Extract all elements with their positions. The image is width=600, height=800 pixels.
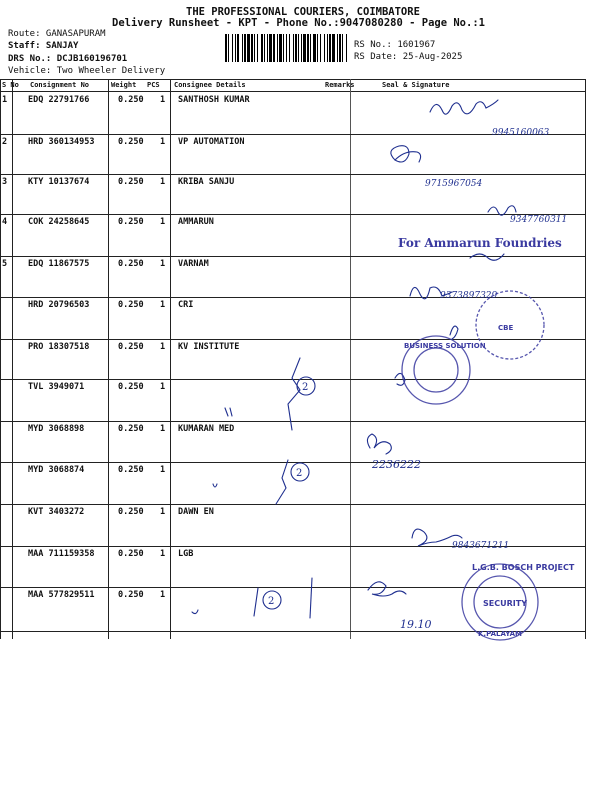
row-consignee: AMMARUN xyxy=(178,217,214,227)
barcode-bar xyxy=(232,34,233,62)
row-divider xyxy=(0,504,585,505)
rs-number: RS No.: 1601967 xyxy=(354,40,436,50)
row-weight: 0.250 xyxy=(118,259,144,269)
row-consignment-no: EDQ 11867575 xyxy=(28,259,90,269)
barcode-bar xyxy=(289,34,290,62)
row-weight: 0.250 xyxy=(118,300,144,310)
barcode-bar xyxy=(269,34,272,62)
signature-phone: 9843671211 xyxy=(452,541,510,551)
barcode-bar xyxy=(228,34,229,62)
row-pcs: 1 xyxy=(160,465,166,475)
row-consignment-no: PRO 18307518 xyxy=(28,342,90,352)
row-consignment-no: MYD 3068898 xyxy=(28,424,85,434)
barcode-bar xyxy=(237,34,239,62)
bosch-stamp-text: L.G.B. BOSCH PROJECT xyxy=(472,563,575,572)
drs-number: DRS No.: DCJB160196701 xyxy=(8,54,128,64)
row-sno: 4 xyxy=(2,217,8,227)
row-divider xyxy=(0,587,585,588)
bosch-stamp-bottom: K.PALAYAM xyxy=(478,630,522,638)
barcode-bar xyxy=(313,34,316,62)
col-divider xyxy=(170,79,171,639)
row-consignment-no: HRD 20796503 xyxy=(28,300,90,310)
signature-phone: 9715967054 xyxy=(425,179,483,189)
row-weight: 0.250 xyxy=(118,507,144,517)
row-pcs: 1 xyxy=(160,177,166,187)
row-weight: 0.250 xyxy=(118,590,144,600)
row-pcs: 1 xyxy=(160,590,166,600)
circle-number: 2 xyxy=(302,382,309,393)
row-sno: 5 xyxy=(2,259,8,269)
row-consignee: SANTHOSH KUMAR xyxy=(178,95,250,105)
col-header-seal: Seal & Signature xyxy=(382,81,450,89)
barcode-bar xyxy=(247,34,250,62)
col-divider xyxy=(585,79,586,639)
row-weight: 0.250 xyxy=(118,549,144,559)
row-consignment-no: MAA 577829511 xyxy=(28,590,95,600)
row-consignee: DAWN EN xyxy=(178,507,214,517)
barcode-bar xyxy=(254,34,255,62)
barcode-bar xyxy=(320,34,321,62)
circle-number: 2 xyxy=(296,468,303,479)
rs-date: RS Date: 25-Aug-2025 xyxy=(354,52,463,62)
row-divider xyxy=(0,339,585,340)
barcode-bar xyxy=(279,34,282,62)
barcode-bar xyxy=(244,34,246,62)
row-divider xyxy=(0,297,585,298)
row-weight: 0.250 xyxy=(118,382,144,392)
barcode-bar xyxy=(225,34,227,62)
row-weight: 0.250 xyxy=(118,424,144,434)
ammarun-stamp: For Ammarun Foundries xyxy=(398,236,562,250)
row-pcs: 1 xyxy=(160,382,166,392)
header-divider xyxy=(0,91,585,92)
vehicle-label: Vehicle: Two Wheeler Delivery xyxy=(8,66,166,76)
row-consignee: KRIBA SANJU xyxy=(178,177,235,187)
signature-phone: 9373897329 xyxy=(440,291,498,301)
barcode-bar xyxy=(273,34,275,62)
row-consignment-no: KTY 10137674 xyxy=(28,177,90,187)
signature-phone: 9945160063 xyxy=(492,128,550,138)
row-divider xyxy=(0,421,585,422)
col-divider xyxy=(12,79,13,639)
row-divider xyxy=(0,256,585,257)
barcode-bar xyxy=(261,34,263,62)
col-divider xyxy=(108,79,109,639)
row-weight: 0.250 xyxy=(118,137,144,147)
route-label: Route: GANASAPURAM xyxy=(8,29,106,39)
row-divider xyxy=(0,214,585,215)
row-pcs: 1 xyxy=(160,300,166,310)
row-consignee: KV INSTITUTE xyxy=(178,342,240,352)
col-divider xyxy=(350,79,351,639)
row-weight: 0.250 xyxy=(118,95,144,105)
row-divider xyxy=(0,379,585,380)
barcode-bar xyxy=(235,34,236,62)
company-title: THE PROFESSIONAL COURIERS, COIMBATORE xyxy=(186,6,420,18)
barcode-bar xyxy=(295,34,297,62)
col-header-weight: Weight xyxy=(111,81,137,89)
signature-phone: 9347760311 xyxy=(510,215,568,225)
row-pcs: 1 xyxy=(160,549,166,559)
row-pcs: 1 xyxy=(160,95,166,105)
col-header-sno: S No xyxy=(2,81,19,89)
round-stamp-text: CBE xyxy=(498,324,514,332)
barcode-bar xyxy=(264,34,265,62)
row-weight: 0.250 xyxy=(118,465,144,475)
row-pcs: 1 xyxy=(160,217,166,227)
row-divider xyxy=(0,546,585,547)
barcode-bar xyxy=(257,34,258,62)
col-header-remarks: Remarks xyxy=(325,81,355,89)
barcode-bar xyxy=(346,34,347,62)
row-divider xyxy=(0,462,585,463)
barcode-bar xyxy=(286,34,287,62)
row-consignment-no: COK 24258645 xyxy=(28,217,90,227)
barcode-bar xyxy=(267,34,268,62)
row-divider xyxy=(0,631,585,632)
row-consignment-no: HRD 360134953 xyxy=(28,137,95,147)
row-consignee: LGB xyxy=(178,549,194,559)
barcode-bar xyxy=(251,34,253,62)
col-header-pcs: PCS xyxy=(147,81,160,89)
barcode-bar xyxy=(339,34,341,62)
barcode-bar xyxy=(324,34,325,62)
row-pcs: 1 xyxy=(160,342,166,352)
row-weight: 0.250 xyxy=(118,217,144,227)
staff-label: Staff: SANJAY xyxy=(8,41,79,51)
signature-date: 19.10 xyxy=(400,618,432,631)
barcode xyxy=(225,34,349,62)
row-pcs: 1 xyxy=(160,259,166,269)
barcode-bar xyxy=(327,34,328,62)
row-consignee: CRI xyxy=(178,300,194,310)
barcode-bar xyxy=(337,34,338,62)
barcode-bar xyxy=(242,34,243,62)
runsheet-table xyxy=(0,79,600,639)
row-consignee: KUMARAN MED xyxy=(178,424,235,434)
row-divider xyxy=(0,134,585,135)
barcode-bar xyxy=(277,34,278,62)
barcode-bar xyxy=(301,34,302,62)
barcode-bar xyxy=(332,34,335,62)
row-consignment-no: MAA 711159358 xyxy=(28,549,95,559)
col-header-consignee: Consignee Details xyxy=(174,81,246,89)
row-consignee: VARNAM xyxy=(178,259,209,269)
barcode-bar xyxy=(293,34,294,62)
col-header-consignment: Consignment No xyxy=(30,81,90,89)
table-top-border xyxy=(0,79,585,80)
barcode-bar xyxy=(298,34,299,62)
row-sno: 1 xyxy=(2,95,8,105)
row-pcs: 1 xyxy=(160,424,166,434)
row-consignment-no: EDQ 22791766 xyxy=(28,95,90,105)
col-divider xyxy=(0,79,1,639)
barcode-bar xyxy=(342,34,343,62)
barcode-bar xyxy=(329,34,331,62)
round-stamp-text: BUSINESS SOLUTION xyxy=(404,342,486,350)
row-consignment-no: TVL 3949071 xyxy=(28,382,85,392)
row-consignment-no: KVT 3403272 xyxy=(28,507,85,517)
barcode-bar xyxy=(310,34,311,62)
circle-number: 2 xyxy=(268,596,275,607)
row-consignee: VP AUTOMATION xyxy=(178,137,245,147)
row-weight: 0.250 xyxy=(118,177,144,187)
row-weight: 0.250 xyxy=(118,342,144,352)
barcode-bar xyxy=(307,34,309,62)
row-pcs: 1 xyxy=(160,507,166,517)
row-pcs: 1 xyxy=(160,137,166,147)
barcode-bar xyxy=(303,34,306,62)
signature-number: 2236222 xyxy=(372,458,421,471)
bosch-stamp-security: SECURITY xyxy=(483,599,527,608)
row-sno: 2 xyxy=(2,137,8,147)
runsheet-subtitle: Delivery Runsheet - KPT - Phone No.:9047080280 - Page No.:1 xyxy=(112,17,485,29)
barcode-bar xyxy=(317,34,318,62)
row-sno: 3 xyxy=(2,177,8,187)
row-consignment-no: MYD 3068874 xyxy=(28,465,85,475)
row-divider xyxy=(0,174,585,175)
barcode-bar xyxy=(283,34,284,62)
